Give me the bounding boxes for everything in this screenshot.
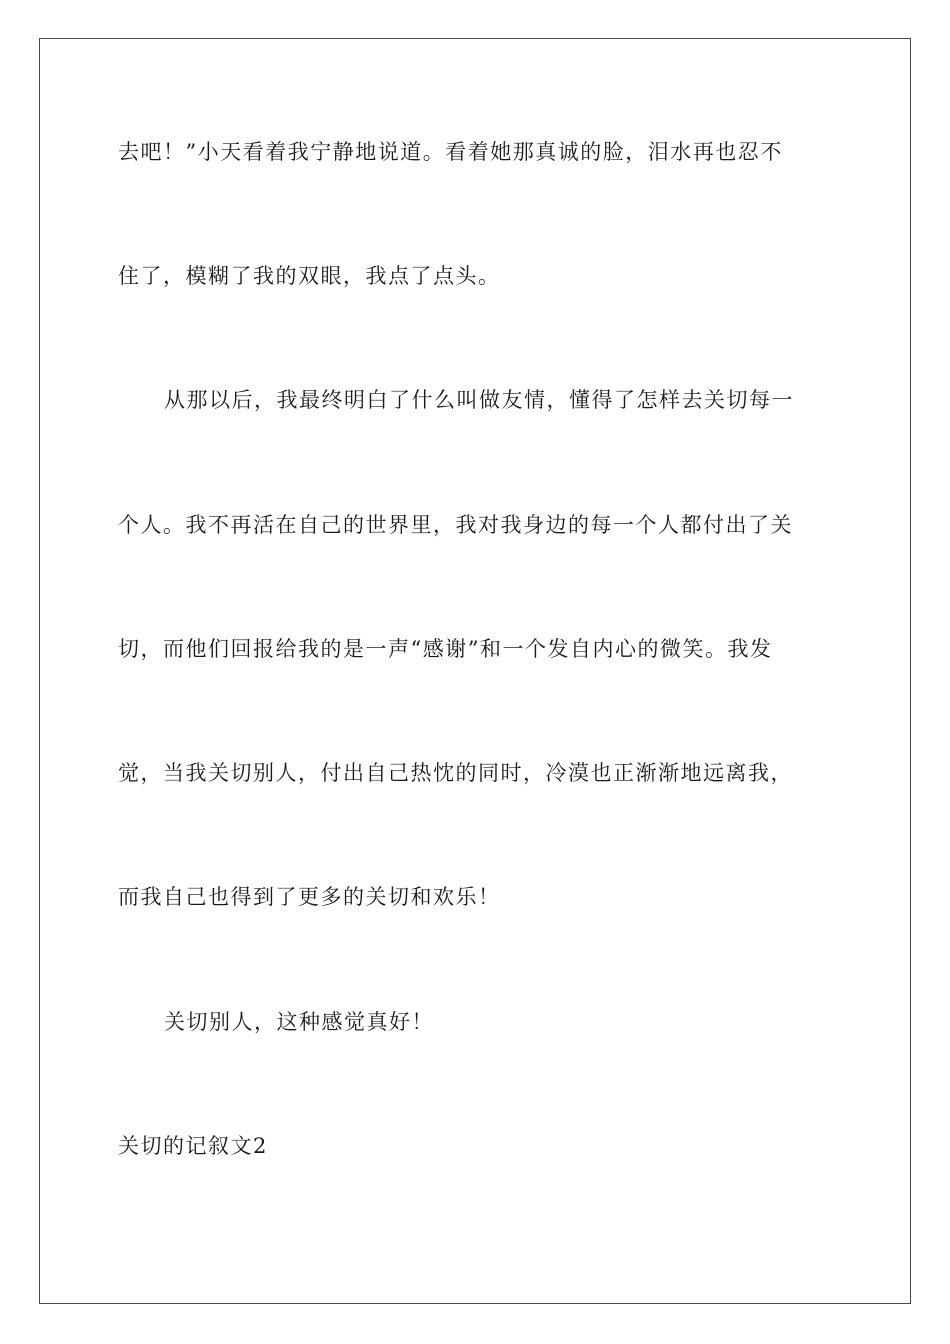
paragraph-line: 觉，当我关切别人，付出自己热忱的同时，冷漠也正渐渐地远离我， — [118, 761, 793, 785]
paragraph-line: 去吧！”小天看着我宁静地说道。看着她那真诚的脸，泪水再也忍不 — [118, 140, 783, 164]
page-frame — [39, 38, 911, 1304]
paragraph-line: 关切别人，这种感觉真好！ — [164, 1010, 434, 1034]
paragraph-line: 住了，模糊了我的双眼，我点了点头。 — [118, 264, 501, 288]
paragraph-line: 而我自己也得到了更多的关切和欢乐！ — [118, 885, 501, 909]
paragraph-line: 切，而他们回报给我的是一声“感谢”和一个发自内心的微笑。我发 — [118, 637, 773, 661]
paragraph-line: 从那以后，我最终明白了什么叫做友情，懂得了怎样去关切每一 — [164, 388, 794, 412]
section-heading: 关切的记叙文2 — [118, 1134, 268, 1158]
paragraph-line: 个人。我不再活在自己的世界里，我对我身边的每一个人都付出了关 — [118, 513, 793, 537]
